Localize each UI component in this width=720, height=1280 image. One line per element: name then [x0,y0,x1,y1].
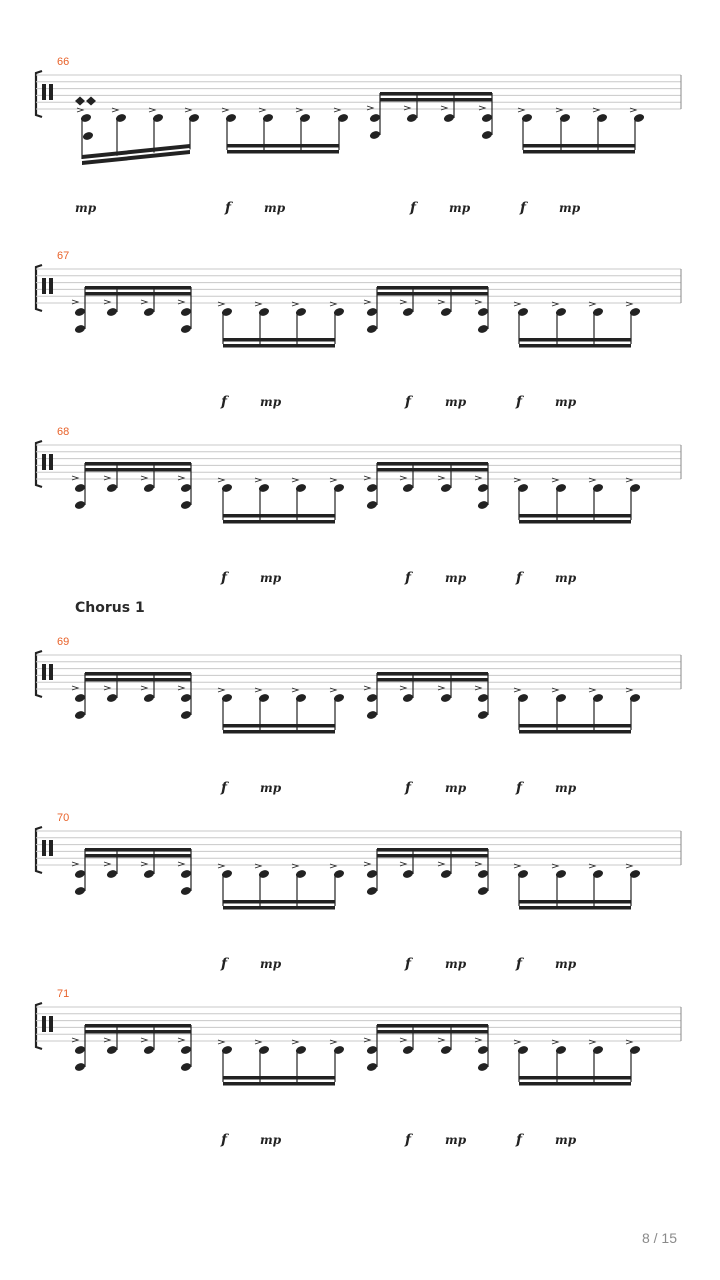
percussion-clef [49,454,53,470]
percussion-clef [49,840,53,856]
page-number: 8 / 15 [641,1230,677,1246]
beam [519,520,631,524]
note-head [74,500,86,510]
note-head [440,1045,452,1055]
note-head [443,113,455,123]
beam [85,1024,191,1028]
note-head [106,307,118,317]
dynamic-mp: mp [559,201,581,215]
beat-group [218,864,345,910]
note-head [477,1062,489,1072]
note-head [106,483,118,493]
beat-group [364,1024,489,1072]
note-head [402,869,414,879]
note-head [477,710,489,720]
beam [85,672,191,676]
dynamic-mp: mp [555,395,577,409]
note-head-diamond [86,97,96,106]
note-head [440,483,452,493]
dynamic-mp: mp [260,395,282,409]
beat-group [364,848,489,896]
beat-group [364,672,489,720]
note-head [74,324,86,334]
beam [519,730,631,734]
beam [223,730,335,734]
beam [377,672,488,676]
beam [519,344,631,348]
measure-number: 68 [57,426,70,438]
beam [85,848,191,852]
dynamic-f: f [516,394,523,410]
beam [380,98,492,102]
note-head [143,693,155,703]
beat-group [514,688,641,734]
note-head [74,710,86,720]
note-head [74,869,86,879]
beam [227,150,339,154]
note-head [74,307,86,317]
beam [223,906,335,910]
note-head [106,1045,118,1055]
note-head [74,886,86,896]
system-bracket [36,441,42,487]
beam [223,900,335,904]
dynamic-f: f [405,394,412,410]
beat-group [514,1040,641,1086]
system-bracket [36,827,42,873]
staff-system [36,812,681,972]
beam [223,520,335,524]
beam [377,462,488,466]
beam [85,1030,191,1034]
beam [85,854,191,858]
percussion-clef [42,454,46,470]
note-head [477,1045,489,1055]
beam [223,338,335,342]
percussion-clef [42,664,46,680]
dynamic-mp: mp [555,1133,577,1147]
dynamic-f: f [221,956,228,972]
note-head [180,500,192,510]
note-head [366,307,378,317]
dynamic-mp: mp [445,957,467,971]
note-head [369,113,381,123]
note-head [180,483,192,493]
note-head [74,483,86,493]
note-head [180,307,192,317]
dynamic-mp: mp [445,395,467,409]
dynamic-f: f [516,780,523,796]
dynamic-mp: mp [555,781,577,795]
dynamic-f: f [516,570,523,586]
note-head [402,1045,414,1055]
beam [223,1082,335,1086]
dynamic-mp: mp [445,571,467,585]
dynamic-mp: mp [555,957,577,971]
note-head [366,1062,378,1072]
system-bracket [36,71,42,117]
dynamic-mp: mp [555,571,577,585]
note-head [82,131,94,141]
beam [519,514,631,518]
dynamic-mp: mp [260,1133,282,1147]
beam [523,144,635,148]
note-head [180,324,192,334]
measure-number: 71 [57,988,70,1000]
beat-group [72,672,192,720]
note-head [477,307,489,317]
note-head [477,693,489,703]
note-head [406,113,418,123]
dynamic-f: f [221,1132,228,1148]
note-head [143,1045,155,1055]
beat-group [367,92,493,140]
percussion-clef [49,664,53,680]
percussion-clef [49,84,53,100]
note-head [477,483,489,493]
dynamic-mp: mp [260,781,282,795]
dynamic-f: f [405,570,412,586]
beat-group [72,848,192,896]
beat-group [218,302,345,348]
system-bracket [36,265,42,311]
dynamic-f: f [225,200,232,216]
note-head [143,869,155,879]
note-head [180,693,192,703]
section-label-chorus-1: Chorus 1 [75,600,145,616]
dynamic-f: f [221,394,228,410]
beat-group [364,286,489,334]
staff-system [36,636,681,796]
note-head [180,1062,192,1072]
measure-number: 67 [57,250,70,262]
note-head [180,886,192,896]
beam [519,1082,631,1086]
beam [223,344,335,348]
system-bracket [36,651,42,697]
note-head [440,869,452,879]
note-head [402,693,414,703]
beat-group [218,478,345,524]
note-head [477,869,489,879]
beam [377,1024,488,1028]
staff-system [36,250,681,410]
beam [519,338,631,342]
dynamic-f: f [221,570,228,586]
note-head [477,500,489,510]
beam [519,900,631,904]
note-head [366,710,378,720]
note-head [481,113,493,123]
note-head [402,307,414,317]
beam [380,92,492,96]
note-head [366,324,378,334]
percussion-clef [49,278,53,294]
beam [377,1030,488,1034]
note-head [74,693,86,703]
dynamic-mp: mp [445,1133,467,1147]
staff-system [36,426,681,586]
beam [519,724,631,728]
beam [223,724,335,728]
beam [377,468,488,472]
note-head [366,886,378,896]
note-head [180,1045,192,1055]
note-head [180,710,192,720]
beam [227,144,339,148]
note-head [106,693,118,703]
beam [85,462,191,466]
measure-number: 69 [57,636,70,648]
beat-group [218,1040,345,1086]
beat-group [72,1024,192,1072]
staff-system [36,56,681,216]
beam [223,514,335,518]
staff-system [36,988,681,1148]
beam [523,150,635,154]
note-head [143,483,155,493]
dynamic-f: f [221,780,228,796]
beat-group [72,286,192,334]
note-head [366,1045,378,1055]
note-head [366,693,378,703]
beat-group [218,688,345,734]
beat-group [364,462,489,510]
dynamic-mp: mp [75,201,97,215]
note-head [477,324,489,334]
dynamic-mp: mp [445,781,467,795]
beam [519,906,631,910]
beat-group [222,108,349,154]
beat-group [514,864,641,910]
note-head [366,869,378,879]
beam [377,848,488,852]
beat-group [518,108,645,154]
dynamic-mp: mp [264,201,286,215]
note-head [369,130,381,140]
dynamic-mp: mp [449,201,471,215]
note-head [366,483,378,493]
beam [85,678,191,682]
percussion-clef [42,84,46,100]
beam [377,286,488,290]
beam [85,286,191,290]
beam [223,1076,335,1080]
percussion-clef [42,1016,46,1032]
dynamic-f: f [516,956,523,972]
beat-group [514,478,641,524]
note-head [180,869,192,879]
dynamic-mp: mp [260,957,282,971]
beam [377,854,488,858]
note-head [481,130,493,140]
beam [377,292,488,296]
note-head [440,693,452,703]
note-head [440,307,452,317]
beat-group [514,302,641,348]
dynamic-f: f [516,1132,523,1148]
beam [85,292,191,296]
beam [85,468,191,472]
note-head [74,1045,86,1055]
percussion-clef [49,1016,53,1032]
beat-group [72,462,192,510]
note-head [74,1062,86,1072]
measure-number: 66 [57,56,70,68]
dynamic-f: f [405,956,412,972]
system-bracket [36,1003,42,1049]
dynamic-f: f [520,200,527,216]
note-head [143,307,155,317]
beam [377,678,488,682]
note-head [106,869,118,879]
percussion-clef [42,278,46,294]
dynamic-f: f [410,200,417,216]
note-head [366,500,378,510]
percussion-clef [42,840,46,856]
note-head-diamond [75,97,85,106]
beam [519,1076,631,1080]
dynamic-f: f [405,780,412,796]
dynamic-f: f [405,1132,412,1148]
measure-number: 70 [57,812,70,824]
note-head [477,886,489,896]
dynamic-mp: mp [260,571,282,585]
note-head [402,483,414,493]
beat-group [75,97,200,166]
